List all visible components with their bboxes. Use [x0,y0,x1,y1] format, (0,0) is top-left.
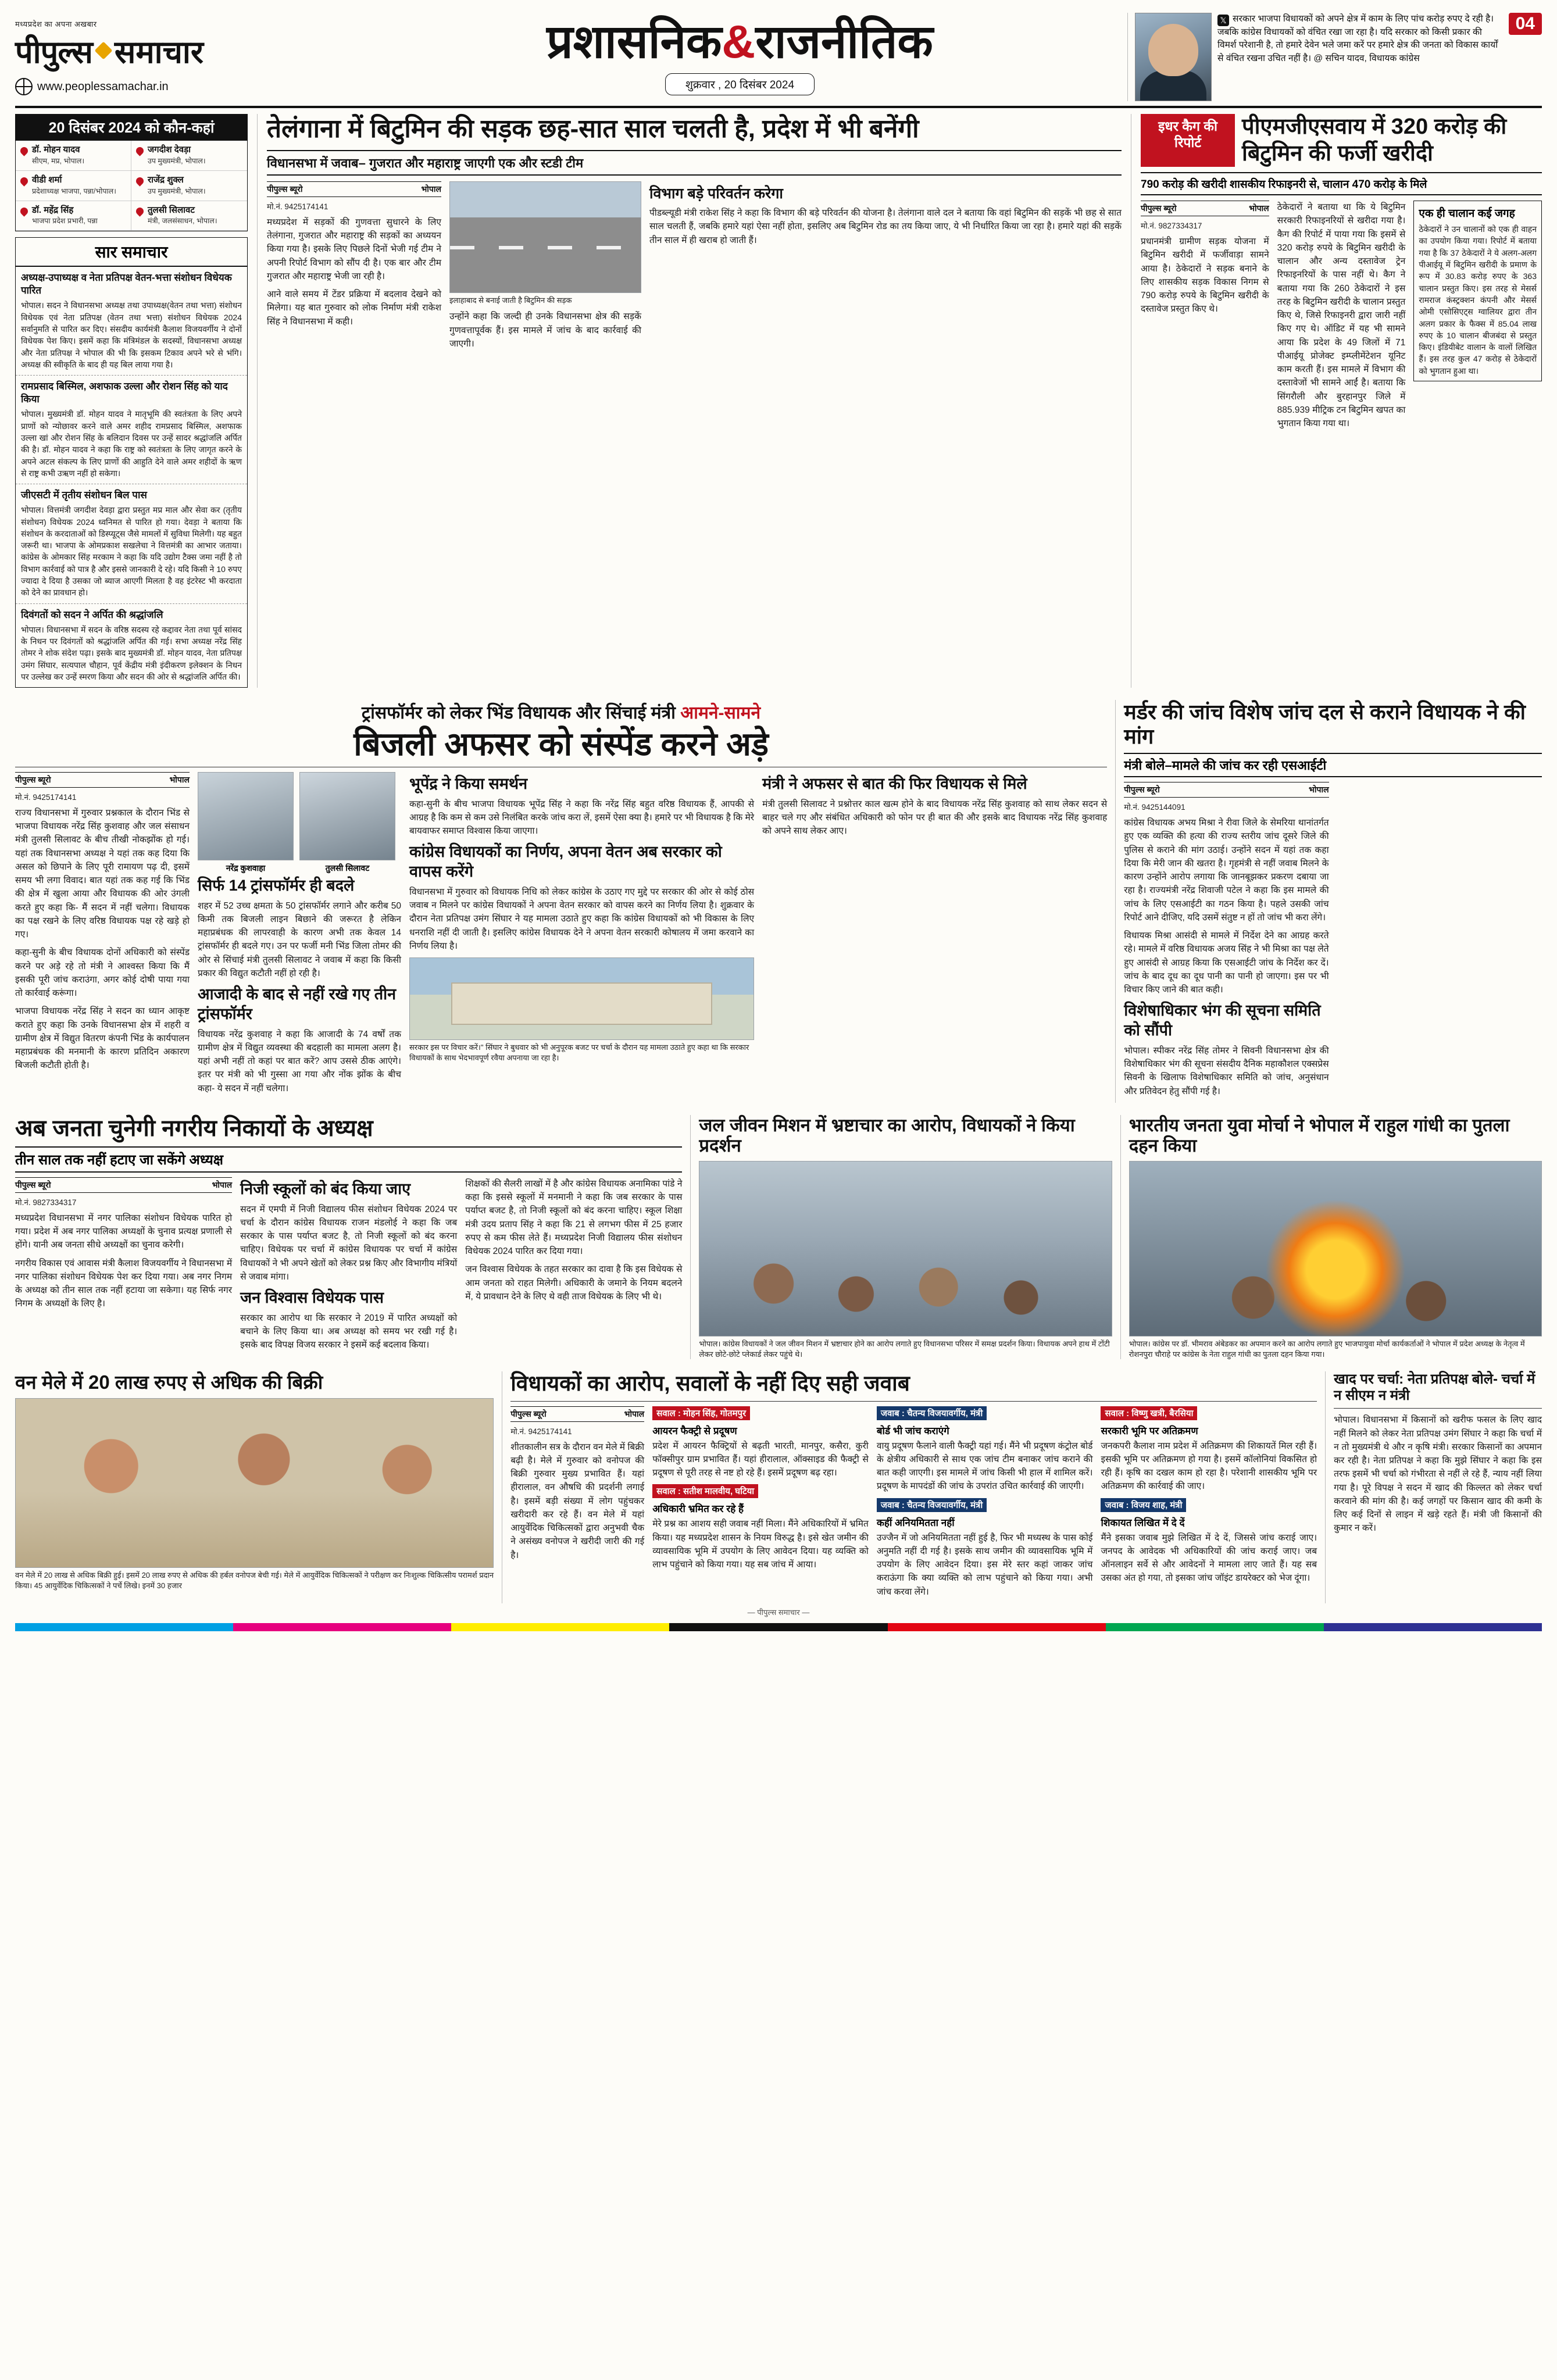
footer-mark: — पीपुल्स समाचार — [747,1607,810,1617]
x-social-icon: 𝕏 [1217,15,1229,26]
article-paragraph: भोपाल। स्पीकर नरेंद्र सिंह तोमर ने सिवनी विधानसभा क्षेत्र की विशेषाधिकार भंग की सूचना संसदीय दैनिक महाकौशल एक्सप्रेस सिवनी के खिलाफ विशेषाधिकार समिति को जांच, अनुसंधान और प्रतिवेदन हेतु सौंपी गई है। [1124,1045,1329,1096]
masthead-title-block [363,13,1117,101]
article-paragraph: सरकार का आरोप था कि सरकार ने 2019 में पारित अध्यक्षों को बचाने के लिए किया था। अब अध्यक्ष को समय भर रखी गई है। इसके बाद विपक्ष विजय सरकार ने इसमें कई बदलाव किया। [240,1313,458,1350]
sidebar-box-body: ठेकेदारों ने उन चालानों को एक ही वाहन का उपयोग किया गया। रिपोर्ट में बताया गया है कि 37 ठेकेदारों ने ये अलग-अलग पीआईयू में बिटुमिन खरीदी के प्रमाण के रूप में 30.83 करोड़ रुपए के 363 चालान प्रस्तुत किए। इस तरह से मेसर्स रामराज कंस्ट्रक्शन कंपनी और मेसर्स ओमी एसोसिएट्स ग्वालियर द्वारा तीन अलग प्रकार के फैक्स में 85.04 लाख रुपए के 10 चालान बीजबंदा से प्रस्तुत किए। इंडियीबेट वालान के वालों लिखित हैं। इस तरह कुल 47 करोड़ से ठेकेदारों को भुगतान हुआ था। [1419,224,1537,376]
byline-mobile: मो.नं. 9425174141 [510,1427,572,1436]
person-name: वीडी शर्मा [32,174,62,185]
article-paragraph: विधायक नरेंद्र कुशवाह ने कहा कि आजादी के 74 वर्षों तक ग्रामीण क्षेत्र में विद्युत व्यवस्था की बदहाली का मामला अलग है। यहां अभी नहीं तो कहां पर बात करें? आप उससे ठीक आएंगे। इतर पर मंत्री को भी गुस्सा आ गया और नोंक झोंक के बीच कहा- ये सदन में नहीं चलेगा। [198,1029,401,1093]
cag-report-label: इधर कैग की रिपोर्ट [1141,114,1235,167]
saar-heading: सार समाचार [16,238,247,267]
article-paragraph: भाजपा विधायक नरेंद्र सिंह ने सदन का ध्यान आकृष्ट कराते हुए कहा कि उनके विधानसभा क्षेत्र में शहरी व ग्रामीण क्षेत्र में विद्युत वितरण कंपनी भिंड के कार्यपालन महाप्रबंधक की मनमानी के कारण प्रतिदिन अकारण बिजली कटौती होती है। [15,1006,190,1071]
saar-item-body: भोपाल। सदन ने विधानसभा अध्यक्ष तथा उपाध्यक्ष(वेतन तथा भत्ता) संशोधन विधेयक एवं नेता प्रतिपक्ष (वेतन तथा भत्ता) संशोधन विधेयक 2024 सर्वानुमति से पारित कर दिए। संसदीय कार्यमंत्री कैलाश विजयवर्गीय ने दोनों विधेयक पेश किए। इसमें कहा कि मंत्रिमंडल के सदस्यों, विधानसभा अध्यक्ष और नेता प्रतिपक्ष ने भोपाल की भी कि इसकम टिकाव अपने भरे से भंगि। अध्यक्ष की स्वीकृति के बाद ही यह बिल लाया गया है। [21,301,242,369]
byline-mobile: मो.नं. 9425174141 [15,792,77,802]
mugshot-name: तुलसी सिलावट [325,863,370,873]
murder-headline: मर्डर की जांच विशेष जांच दल से कराने विधायक ने की मांग [1124,700,1526,748]
qa-question: शिकायत लिखित में दे दें [1101,1517,1185,1528]
sub-headline: आजादी के बाद से नहीं रखे गए तीन ट्रांसफॉर्मर [198,985,397,1023]
byline-place: भोपाल [624,1409,645,1418]
person-detail: सीएम, मप्र, भोपाल। [32,156,85,165]
byline-mobile: मो.नं. 9827334317 [15,1198,77,1207]
who-where-list [15,141,248,231]
byline-place: भोपाल [1249,203,1269,213]
title-part-1: प्रशासनिक [547,16,722,67]
list-item [16,171,131,201]
globe-icon [15,78,33,95]
saar-item-body: भोपाल। मुख्यमंत्री डॉ. मोहन यादव ने मातृभूमि की स्वतंत्रता के लिए अपने प्राणों को न्योछावर करने वाले अमर शहीद रामप्रसाद बिस्मिल, अशफाक उल्ला खां और रोशन सिंह के बलिदान दिवस पर उन्हें सादर श्रद्धांजलि अर्पित की है। डॉ. मोहन यादव ने कहा कि राष्ट्र को स्वतंत्रता के लिए जागृत करने के अपने अटल संकल्प के लिए प्राणों की आहुति देने वाले अमर शहीदों के ऋण से राष्ट्र कभी उऋण नहीं हो सकेगा। [21,409,242,478]
swatch-black [669,1623,887,1631]
divider [15,1109,1542,1110]
person-name: जगदीश देवड़ा [148,145,191,155]
photo-caption: वन मेले में 20 लाख से अधिक बिक्री हुई। इसमें 20 लाख रुपए से अधिक की हर्बल वनोपज बेची गई। मेले में आयुर्वेदिक चिकित्सकों ने परीक्षण कर निःशुल्क चिकित्सीय परामर्श प्रदान किया। 45 आयुर्वेदिक चिकित्सकों ने पर्चे लिखे। इनमें 30 हजार [15,1571,494,1590]
list-item [131,141,247,171]
qa-story [510,1371,1317,1603]
page-number-badge: 04 [1509,13,1542,35]
left-column [15,114,248,688]
byline-source: पीपुल्स ब्यूरो [267,184,303,194]
issue-date: शुक्रवार , 20 दिसंबर 2024 [665,73,815,95]
article-paragraph: मध्यप्रदेश में सड़कों की गुणवत्ता सुधारने के लिए तेलंगाना, गुजरात और महाराष्ट्र की सड़कों का अध्ययन किया गया है। इसके लिए पिछले दिनों भेजी गई टीम ने अपनी रिपोर्ट विभाग को सौंप दी है। एक बार और टीम गुजरात और महाराष्ट्र भेजी जा रही है। [267,217,441,281]
murder-subhead: मंत्री बोले–मामले की जांच कर रही एसआईटी [1124,753,1542,777]
masthead-kicker: मध्यप्रदेश का अपना अखबार [15,20,97,28]
mela-photo [15,1398,494,1568]
mayor-story [15,1115,682,1359]
mugshot-name: नरेंद्र कुशवाहा [226,863,266,873]
protest-photo [699,1161,1112,1336]
article-paragraph: मंत्री तुलसी सिलावट ने प्रश्नोत्तर काल खत्म होने के बाद विधायक नरेंद्र सिंह कुशवाह को साथ लेकर सदन से बाहर चले गए और संबंधित अधिकारी को फोन पर ही बात की और इसके बाद विधायक नरेंद्र सिंह कुशवाह को अपने साथ लेकर आए। [762,799,1108,837]
saar-samachar-box [15,237,248,688]
article-paragraph: शीतकालीन सत्र के दौरान वन मेले में बिक्री बढ़ी है। मेले में गुरुवार को वनोपज की बिक्री गुरुवार मुख्य प्रभावित हैं। यहां हीरालाल, वन औषधि की प्रदर्शनी लगाई है। इसमें बड़ी संख्या में लोग पहुंचकर खरीदारी कर रहे हैं। वन मेले में यहां आयुर्वेदिक चिकित्सकों द्वारा अनुभवी चैक ने असंख्य वनोपज ने खरीदी जारी की गई है। [510,1442,645,1560]
swatch-magenta [233,1623,451,1631]
list-item [131,201,247,231]
location-pin-icon [19,176,29,186]
divider [690,1115,691,1359]
kicker-highlight: आमने-सामने [680,703,761,723]
photo-caption: भोपाल। कांग्रेस पर डॉ. भीमराव अंबेडकर का अपमान करने का आरोप लगाते हुए भाजपायुवा मोर्चा कार्यकर्ताओं ने भोपाल में प्रदेश अध्यक्ष के नेतृत्व में रोशनपुरा चौराहे पर कांग्रेस के नेता राहुल गांधी का पुतला दहन किया गया। [1129,1339,1525,1359]
masthead-quote-block [1127,13,1542,101]
color-calibration-bar [15,1623,1542,1631]
swatch-red [888,1623,1106,1631]
middle-band [15,700,1542,1103]
photo-caption: सरकार इस पर विचार करें।" सिंघार ने बुधवार को भी अनुपूरक बजट पर चर्चा के दौरान यह मामला उठाते हुए कहा था कि सरकार विधायकों के साथ भेदभावपूर्ण रवैया अपनाया जा रहा है। [409,1043,749,1062]
saar-item [16,267,247,376]
person-name: डॉ. मोहन यादव [32,145,80,155]
byline-mobile: मो.नं. 9425174141 [267,202,328,211]
divider [15,1365,1542,1367]
qa-question: सरकारी भूमि पर अतिक्रमण [1101,1425,1198,1436]
article-paragraph: विधायक मिश्रा आसंदी से मामले में निर्देश देने का आग्रह करते रहे। मामले में वरिष्ठ विधायक अजय सिंह ने भी मिश्रा का पक्ष लेते हुए आसंदी से आग्रह किया कि एसआईटी जांच के निर्देश कर दें। जांच के बाद दूध का दूध पानी का पानी हो जाएगा। इस पर भी विचार किए जाने की बात कही। [1124,931,1329,995]
article-paragraph: जन विश्वास विधेयक के तहत सरकार का दावा है कि इस विधेयक से आम जनता को राहत मिलेगी। अधिकारी के जमाने के नियम बदलने में, ये प्रावधान देने के लिए थे वही ताज विधेयक के लिए भी थे। [465,1264,683,1302]
kicker-normal: ट्रांसफॉर्मर को लेकर भिंड विधायक और सिंचाई मंत्री [362,703,676,723]
khad-story [1334,1371,1542,1603]
subsection-heading: विभाग बड़े परिवर्तन करेगा [649,185,783,202]
jal-jeevan-story [699,1115,1112,1359]
byline [15,1177,232,1193]
van-mela-story [15,1371,494,1603]
saar-item-title: दिवंगतों को सदन ने अर्पित की श्रद्धांजलि [21,609,163,620]
article-paragraph: सदन में एमपी में निजी विद्यालय फीस संशोधन विधेयक 2024 पर चर्चा के दौरान कांग्रेस विधायक राजन मंडलोई ने कहा कि जब सरकार के पास पर्याप्त बजट है, तो निजी स्कूलों को बंद करना चाहिए। विधेयक पर चर्चा में कांग्रेस विधायक पर चर्चा में कांग्रेस विधायकों ने भी अपने खेतों को लेकर प्रश्न किए और विभागीय मंत्रियों से जवाब मांगा। [240,1204,458,1282]
qa-label: सवाल : सतीश मालवीय, घटिया [652,1484,758,1498]
byline-source: पीपुल्स ब्यूरो [510,1409,547,1418]
sub-headline: भूपेंद्र ने किया समर्थन [409,774,528,792]
byline [1141,201,1269,216]
sub-headline: जन विश्वास विधेयक पास [240,1289,384,1307]
article-paragraph: कांग्रेस विधायक अभय मिश्रा ने रीवा जिले के सेमरिया थानांतर्गत हुए एक व्यक्ति की हत्या की राज्य स्तरीय जांच दूसरे जिले की पुलिस से कराने की मांग उठाई। उन्होंने सदन में यहां तक कहा दिया कि मेरी जान की खतरा है। गृहमंत्री से नहीं जवाब मिलने के कारण उन्होंने आरोप लगाया कि जानबूझकर प्रकरण दबाया जा रहा है। राज्यमंत्री नरेंद्र शिवाजी पटेल ने कहा कि इस मामले की जांच के लिए एसआईटी का गठन किया है। पहले उसकी जांच रिपोर्ट आने दीजिए, यदि उसमें संतुष्ट न हों तो जांच भी करा लेंगे। [1124,818,1329,923]
lead-story-right [1141,114,1542,688]
person-detail: उप मुख्यमंत्री, भोपाल। [148,156,206,165]
website-line[interactable] [15,78,352,95]
lead-photo [449,181,641,293]
mugshot-photo [299,772,395,860]
saar-item-title: रामप्रसाद बिस्मिल, अशफाक उल्ला और रोशन सिंह को याद किया [21,381,228,405]
sidebar-box-title: एक ही चालान कई जगह [1419,208,1515,220]
article-paragraph: कहा-सुनी के बीच विधायक दोनों अधिकारी को संस्पेंड करने पर अड़े रहे तो मंत्री ने आश्वस्त किया कि मैं इसकी पूरी जांच कराउंगा, अगर कोई दोषी पाया गया तो कार्रवाई करूंगा। [15,948,190,999]
byline [1124,782,1329,798]
logo-text-peoples: पीपुल्स [15,35,92,70]
location-pin-icon [19,145,29,156]
qa-question: कहीं अनियमितता नहीं [876,1517,955,1528]
article-paragraph: ठेकेदारों ने बताया था कि ये बिटुमिन सरकारी रिफाइनरियों से खरीदा गया है। कैग की रिपोर्ट में पाया गया कि इसमें से 320 करोड़ रुपये के बिटुमिन खरीदी के चालान और अन्य दस्तावेज ट्रेन रिफाइनरियों के पास नहीं थे। कैग ने बताया गया कि 260 ठेकेदारों ने इस तरह के बिटुमिन खरीदी के चालान प्रस्तुत किए थे, जिसे रिफाइनरी द्वारा जारी नहीं किए गए थे। ऑडिट में यह भी सामने आया कि प्रदेश के 49 जिलों में 71 पीआईयू प्रोजेक्ट इम्प्लीमेंटेशन यूनिट काम करती हैं। इस मामले में विभाग की दस्तावेजों भी सामने आईं है। बताया कि सिंगरौली और बुरहानपुर जिले में 885.939 मीट्रिक टन बिटुमिन खपत का भुगतान किया गया था। [1277,202,1406,429]
sub-headline: कांग्रेस विधायकों का निर्णय, अपना वेतन अब सरकार को वापस करेंगे [409,843,722,881]
cag-sidebar-box [1413,201,1542,381]
website-url: www.peoplessamachar.in [37,80,169,93]
qa-question: बोर्ड भी जांच कराएंगे [876,1425,949,1436]
list-item [16,201,131,231]
murder-story [1124,700,1542,1103]
swatch-yellow [451,1623,669,1631]
effigy-burning-photo [1129,1161,1542,1336]
person-detail: प्रदेशाध्यक्ष भाजपा, पन्ना/भोपाल। [32,187,116,195]
swatch-blue [1324,1623,1542,1631]
divider [1325,1371,1326,1603]
article-paragraph: कहा-सुनी के बीच भाजपा विधायक भूपेंद्र सिंह ने कहा कि नरेंद्र सिंह बहुत वरिष्ठ विधायक हैं, आपकी से आग्रह है कि कम से कम उसे निलंबित करके जांच करा लें, इसमें ऐसा क्या है। हमारे पर भी विधायक है कि मेरे बायवाफर समाप्त विश्वास किया जाएगा। [409,799,755,837]
quote-text [1217,13,1503,65]
byline-source: पीपुल्स ब्यूरो [15,1180,51,1189]
yuva-morcha-story [1129,1115,1542,1359]
divider [15,694,1542,695]
byline-place: भोपाल [1309,785,1329,795]
byline-mobile: मो.नं. 9425144091 [1124,803,1185,812]
qa-label: जवाब : चैतन्य विजयावर्गीय, मंत्री [877,1406,987,1420]
mayor-subhead: तीन साल तक नहीं हटाए जा सकेंगे अध्यक्ष [15,1146,682,1173]
qa-body: मेरे प्रश्न का आशय सही जवाब नहीं मिला। मैंने अधिकारियों में भ्रमित किया। यह मध्यप्रदेश शासन के नियम विरुद्ध है। इसे खेत जमीन की व्यावसायिक भूमि में उपयोग के लिए आवेदन दिया। यह व्यक्ति को लाभ पहुंचाने को किया गया। यह सब जांच में आया। [652,1519,869,1570]
person-name: तुलसी सिलावट [148,205,195,215]
masthead-logo-block [15,13,352,101]
cag-headline: पीएमजीएसवाय में 320 करोड़ की बिटुमिन की फर्जी खरीदी [1242,115,1507,166]
qa-body: जनकपरी कैलाश नाम प्रदेश में अतिक्रमण की शिकायतें मिल रही हैं। इसकी भूमि पर अतिक्रमण हो गया है। इसमें कॉलोनियां विकसित हो रही हैं। कृषि का दखल काम हो रहा है। परेशानी शासकीय भूमि पर अतिक्रमण की कार्रवाई की जाए। [1101,1441,1317,1492]
saar-item [16,484,247,603]
mugshot-photo [198,772,294,860]
qa-headline: विधायकों का आरोप, सवालों के नहीं दिए सही जवाब [510,1371,910,1396]
lead-subhead: विधानसभा में जवाब– गुजरात और महाराष्ट्र जाएगी एक और स्टडी टीम [267,150,1122,176]
masthead [15,13,1542,108]
saar-item-title: जीएसटी में तृतीय संशोधन बिल पास [21,489,147,501]
article-paragraph: राज्य विधानसभा में गुरुवार प्रश्नकाल के दौरान भिंड से भाजपा विधायक नरेंद्र सिंह कुशवाह और जल संसाधन मंत्री तुलसी सिलावट के बीच तीखी नोकझोंक हो गई। यहां तक विधानसभा अध्यक्ष ने यहां तक कह दिया कि असल को छिपाने के लिए पूरी रामायण पढ़ दी, इसमें समय भी लगा विवाद। बात यहां तक कह गई कि भिंड की क्षेत्र में खुला आया और विधायक की ओर उंगली करते हुए कहा कि- मैं सदन में नहीं चलेगा। विधायक का पक्ष रखने के लिए वरिष्ठ विधायक पक्ष रहे खड़े हो गए। [15,807,190,940]
byline-source: पीपुल्स ब्यूरो [1141,203,1177,213]
byline-source: पीपुल्स ब्यूरो [1124,785,1160,795]
title-ampersand: & [722,16,756,67]
byline-mobile: मो.नं. 9827334317 [1141,221,1202,231]
cag-subhead: 790 करोड़ की खरीदी शासकीय रिफाइनरी से, चालान 470 करोड़ के मिले [1141,172,1542,195]
article-paragraph: मध्यप्रदेश विधानसभा में नगर पालिका संशोधन विधेयक पारित हो गया। प्रदेश में अब नगर पालिका अध्यक्षों के चुनाव प्रत्यक्ष प्रणाली से होंगे। यानी अब जनता सीधे अध्यक्षों का चुनाव करेगी। [15,1213,233,1250]
person-name: डॉ. महेंद्र सिंह [32,205,74,215]
article-paragraph: नगरीय विकास एवं आवास मंत्री कैलाश विजयवर्गीय ने विधानसभा में नगर पालिका संशोधन विधेयक पेश कर दिया गया। अब नगर निगम के अध्यक्ष को तीन साल तक नहीं हटाया जा सकेगा। यह सिर्फ नगर निगम के अध्यक्षों के लिए है। [15,1258,233,1309]
mugshot [198,772,294,874]
qa-label: सवाल : मोहन सिंह, गोतमपुर [652,1406,750,1420]
article-paragraph: प्रधानमंत्री ग्रामीण सड़क योजना में बिटुमिन खरीदी में फर्जीवाड़ा सामने आया है। ठेकेदारों ने सड़क बनाने के लिए शासकीय सड़क विकास निगम से 790 करोड़ रुपये के बिटुमिन खरीदी के दस्तावेज प्रस्तुत किए थे। [1141,237,1269,315]
top-band [15,114,1542,688]
person-detail: भाजपा प्रदेश प्रभारी, पन्ना [32,217,98,226]
article-paragraph: शिक्षकों की सैलरी लाखों में है और कांग्रेस विधायक अनामिका पांडे ने कहा कि इससे स्कूलों में मनमानी ने कहा कि जब सरकार के पास पर्याप्त बजट है, तो निजी स्कूलों को बंद करना चाहिए। स्कूल शिक्षा मंत्री उदय प्रताप सिंह ने कहा कि 21 से लगभग फीस में 25 हजार रुपए से कम फीस लेते हैं। मध्यप्रदेश निजी विद्यालय फीस संशोधन विधेयक 2024 पारित कर दिया गया। [465,1178,683,1257]
logo-diamond-icon [94,41,112,59]
qa-body: वायु प्रदूषण फैलाने वाली फैक्ट्री यहां गई। मैंने भी प्रदूषण कंट्रोल बोर्ड के क्षेत्रीय अधिकारी से साथ एक जांच टीम बनाकर जांच कराने की बात कही जाएगी। इस मामले में जांच किसी भी हाल में शामिल करें। प्रदूषण के मापदंडों की जांच के उपरांत उचित कार्रवाई की जाएगी। [876,1441,1093,1492]
byline-place: भोपाल [421,184,441,194]
article-paragraph: उन्होंने कहा कि जल्दी ही उनके विधानसभा क्षेत्र की सड़कें गुणवत्तापूर्वक हैं। इस मामले में जांच के बाद कार्रवाई की जाएगी। [449,312,641,349]
mayor-headline: अब जनता चुनेगी नगरीय निकायों के अध्यक्ष [15,1115,373,1141]
byline-place: भोपाल [169,774,190,784]
swatch-cyan [15,1623,233,1631]
sub-headline: निजी स्कूलों को बंद किया जाए [240,1180,411,1198]
article-paragraph: पीडब्ल्यूडी मंत्री राकेश सिंह ने कहा कि विभाग की बड़े परिवर्तन की योजना है। तेलंगाना वाले दल ने बताया कि वहां बिटुमिन की सड़कें भी छह से सात साल चलती हैं, जबकि हमारे यहां ऐसा नहीं होता, इसलिए अब बिटुमिन रोड का तय किया जाए, ये भी निर्धारित किया जा रहा है। हमारे यहां की सड़कें तीन साल में ही खराब हो जाती हैं। [649,208,1122,245]
sub-headline: विशेषाधिकार भंग की सूचना समिति को सौंपी [1124,1002,1321,1039]
qa-label: जवाब : विजय शाह, मंत्री [1101,1498,1186,1512]
byline [510,1406,644,1422]
person-name: राजेंद्र शुक्ल [148,174,184,185]
assembly-photo [409,957,754,1040]
article-paragraph: आने वाले समय में टेंडर प्रक्रिया में बदलाव देखने को मिलेगा। यह बात गुरुवार को लोक निर्माण मंत्री राकेश सिंह ने विधानसभा में कही। [267,290,441,327]
lead-photo-caption: इलाहाबाद से बनाई जाती है बिटुमिन की सड़क [449,295,572,305]
article-paragraph: शहर में 52 उच्च क्षमता के 50 ट्रांसफॉर्मर लगाने और करीब 50 किमी तक बिजली लाइन बिछाने की जरूरत है लेकिन महाप्रबंधक की लापरवाही के कारण अभी तक केवल 14 ट्रांसफॉर्मर ही बदले गए। उन पर फर्जी मनी भिंड जिला तोमर की ओर से सिंचाई मंत्री तुलसी सिलावट ने जवाब में कहा कि किसी प्रकार की विद्युत कटौती नहीं हो रही है। [198,900,401,978]
qa-label: जवाब : चैतन्य विजयावर्गीय, मंत्री [877,1498,987,1512]
lead-story-center [267,114,1122,688]
byline [15,772,190,788]
sub-headline: सिर्फ 14 ट्रांसफॉर्मर ही बदले [198,876,355,894]
page-title [547,16,933,67]
logo-text-samachar: समाचार [114,35,203,70]
qa-body: प्रदेश में आयरन फैक्ट्रियों से बढ़ती भारती, मानपुर, कसैरा, कुरी फॉक्सीपुर ग्राम प्रभावित हैं। यहां हीरालाल, ऑक्साइड की फैक्ट्री से प्रदूषण से पूरी तरह से नष्ट हो रहे हैं। इसमें प्रदूषण बढ़ रहा। [652,1441,869,1478]
divider [1115,700,1116,1103]
article-paragraph: भोपाल। विधानसभा में किसानों को खरीफ फसल के लिए खाद नहीं मिलने को लेकर नेता प्रतिपक्ष उमंग सिंघार ने कहा कि चर्चा में न तो मुख्यमंत्री थे और न कृषि मंत्री। सरकार किसानों का अपमान कर रही है। नेता प्रतिपक्ष ने कहा कि मुझे सिंघार ने कहा कि इस तरफ इसमें भी चर्चा को गंभीरता से नहीं ले रहे हैं, न्याय नहीं लिया गया है। पूरे विपक्ष ने सदन में खाद की किल्लत को लेकर चर्चा करवाने की मांग की है। कई जगहों पर किसान खाद की कमी के लिए कई दिनों से लाइन में खड़े रहते हैं। मंत्री जी किसानों की कुमार न करें। [1334,1415,1542,1534]
person-detail: उप मुख्यमंत्री, भोपाल। [148,187,206,195]
qa-question: आयरन फैक्ट्री से प्रदूषण [652,1425,737,1436]
bottom-band [15,1371,1542,1603]
byline-place: भोपाल [212,1180,233,1189]
title-part-2: राजनीतिक [755,16,933,67]
location-pin-icon [134,176,145,186]
divider [1120,1115,1121,1359]
lead-headline: तेलंगाना में बिटुमिन की सड़क छह-सात साल चलती है, प्रदेश में भी बनेंगी [267,115,919,143]
transformer-story [15,700,1107,1103]
article-paragraph: विधानसभा में गुरुवार को विधायक निधि को लेकर कांग्रेस के उठाए गए मुद्दे पर सरकार की ओर से कोई ठोस जवाब न मिलने पर कांग्रेस विधायकों ने अपना वेतन सरकार को वापस करने का निर्णय लिया है। शुक्रवार के दौरान नेता प्रतिपक्ष उमंग सिंघार ने यह मामला उठाते हुए कहा कि कांग्रेस विधायकों को भी विकास के लिए धनराशि नहीं दी जाती है। इसलिए कांग्रेस विधायक देने ने अपना वेतन सरकारी कोषालय में जमा करवाने का निर्णय लिया है। [409,887,755,951]
qa-body: मैंने इसका जवाब मुझे लिखित में दे दें, जिससे जांच कराई जाए। जनपद के आवेदक भी अधिकारियों की जांच कराई जाए। जब ऑनलाइन सर्वे से और आवेदनों ने मामला लाए जाते हैं। यह सब उसका अंत हो गया, तो इसका जांच जॉइंट डायरेक्टर को भेज दूंगा। [1101,1532,1317,1584]
khad-headline: खाद पर चर्चा: नेता प्रतिपक्ष बोले- चर्चा में न सीएम न मंत्री [1334,1371,1535,1403]
location-pin-icon [134,145,145,156]
divider [257,114,258,688]
who-where-heading: 20 दिसंबर 2024 को कौन-कहां [15,114,248,141]
quote-author-photo [1135,13,1212,101]
lower-band [15,1115,1542,1359]
transformer-kicker [15,700,1107,724]
saar-item-body: भोपाल। विधानसभा में सदन के वरिष्ठ सदस्य रहे कद्दावर नेता तथा पूर्व सांसद के निधन पर दिवंगतों को श्रद्धांजलि अर्पित की गई। सभा अध्यक्ष नरेंद्र सिंह तोमर ने शोक संदेश पढ़ा। इसके बाद मुख्यमंत्री डॉ. मोहन यादव, नेता प्रतिपक्ष उमंग सिंघार, सत्यपाल चौहान, पूर्व केंद्रीय मंत्री इंदीकरण इलेक्शन के निधन पर उल्लेख कर उन्हें स्मरण किया और सदन की ओर से श्रद्धांजलि अर्पित की। [21,624,242,681]
yuva-headline: भारतीय जनता युवा मोर्चा ने भोपाल में राहुल गांधी का पुतला दहन किया [1129,1114,1510,1156]
person-detail: मंत्री, जलसंसाधन, भोपाल। [148,217,217,226]
transformer-headline: बिजली अफसर को संस्पेंड करने अड़े [353,726,769,763]
byline [267,181,441,197]
sub-headline: मंत्री ने अफसर से बात की फिर विधायक से मिले [762,774,1027,792]
saar-item-body: भोपाल। वित्तमंत्री जगदीश देवड़ा द्वारा प्रस्तुत मप्र माल और सेवा कर (तृतीय संशोधन) विधेयक 2024 ध्वनिमत से पारित हो गया। देवड़ा ने बताया कि संशोधन के करदाताओं को डिस्प्यूट्स जैसे मामलों में सुविधा मिलेगी। यह बहुत जरूरी था। भाजपा के ओमप्रकाश सखलेचा ने वित्तमंत्री का आभार जताया। कांग्रेस के ओमकार सिंह मरकाम ने कहा कि यदि उद्योग टैक्स जमा नहीं है तो विभाग कार्रवाई को पात्र है और इससे जानकारी दे रहे। यदि किसी ने 10 रुपए ज्यादा दे दिया है उसका जो ब्याज आएगी मिलता है वह इंटरेस्ट भी करदाता को देने का प्रावधान हो। [21,505,242,598]
saar-item [16,376,247,484]
photo-caption: भोपाल। कांग्रेस विधायकों ने जल जीवन मिशन में भ्रष्टाचार होने का आरोप लगाते हुए विधानसभा परिसर में समक्ष प्रदर्शन किया। विधायक अपने हाथ में टोंटी लेकर छोटे-छोटे प्लेकार्ड लेकर पहुंचे थे। [699,1339,1110,1359]
masthead-logo [15,29,352,72]
mugshot [299,772,395,874]
mela-headline: वन मेले में 20 लाख रुपए से अधिक की बिक्री [15,1371,323,1393]
saar-item [16,604,247,688]
saar-item-title: अध्यक्ष-उपाध्यक्ष व नेता प्रतिपक्ष वेतन-भत्ता संशोधन विधेयक पारित [21,272,232,296]
byline-source: पीपुल्स ब्यूरो [15,774,51,784]
location-pin-icon [134,206,145,216]
list-item [131,171,247,201]
list-item [16,141,131,171]
swatch-green [1106,1623,1324,1631]
jal-headline: जल जीवन मिशन में भ्रष्टाचार का आरोप, विधायकों ने किया प्रदर्शन [699,1114,1075,1156]
quote-body: सरकार भाजपा विधायकों को अपने क्षेत्र में काम के लिए पांच करोड़ रुपए दे रही है। जबकि कांग्रेस विधायकों को वंचित रखा जा रहा है। यदि सरकार को किसी प्रकार की विमर्श परेशानी है, तो हमारे देवेन भले जमा करें पर हमारे क्षेत्र की जनता को विकास कार्यों से वंचित रखना उचित नहीं है। @ सचिन यादव, विधायक कांग्रेस [1217,14,1498,63]
qa-question: अधिकारी भ्रमित कर रहे हैं [652,1503,744,1515]
qa-body: उज्जैन में जो अनियमितता नहीं हुई है, फिर भी मध्यस्थ के पास कोई अनुमति नहीं दी गई है। इसके साथ जमीन की व्यावसायिक भूमि में उपयोग के लिए आवेदन दिया। इस मेरे स्तर कहां जाकर जांच कराऊंगा कि क्या व्यक्ति को लाभ पहुंचाने को किया गया। अभी जांच करवा लेंगे। [876,1532,1093,1597]
article-paragraph [1337,782,1542,795]
qa-label: सवाल : विष्णु खत्री, बैरसिया [1101,1406,1197,1420]
location-pin-icon [19,206,29,216]
